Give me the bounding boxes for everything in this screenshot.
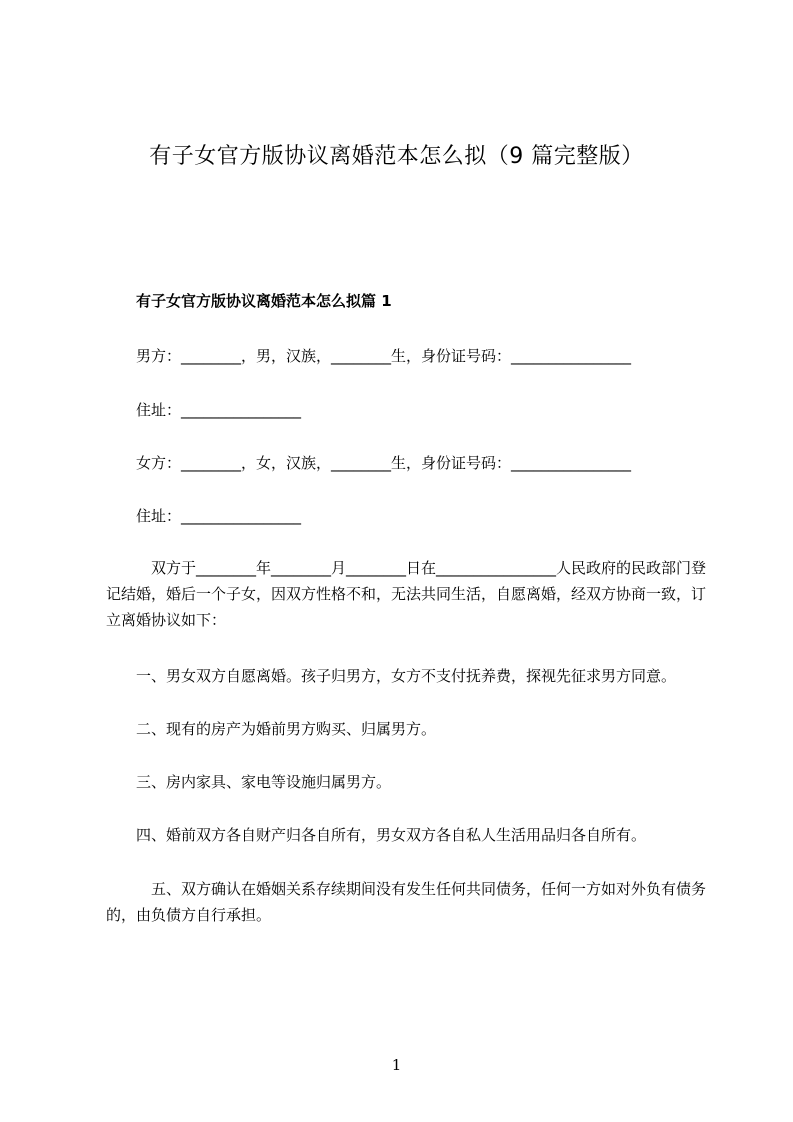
male-address-line: 住址：________________ — [136, 401, 302, 419]
male-party-line: 男方：________，男，汉族，________生，身份证号码：________________ — [136, 347, 632, 365]
clause-5: 五、双方确认在婚姻关系存续期间没有发生任何共同债务，任何一方如对外负有债务的，由负债方自行承担。 — [106, 880, 707, 924]
female-address-line: 住址：________________ — [136, 507, 302, 525]
clause-1: 一、男女双方自愿离婚。孩子归男方，女方不支付抚养费，探视先征求男方同意。 — [136, 667, 677, 685]
section-heading: 有子女官方版协议离婚范本怎么拟篇 1 — [136, 292, 392, 310]
clause-4: 四、婚前双方各自财产归各自所有，男女双方各自私人生活用品归各自所有。 — [136, 826, 647, 844]
clause-3: 三、房内家具、家电等设施归属男方。 — [136, 773, 392, 791]
page-number: 1 — [391, 1056, 402, 1074]
female-party-line: 女方：________，女，汉族，________生，身份证号码：________________ — [136, 454, 632, 472]
intro-paragraph: 双方于________年________月________日在________________人民政府的民政部门登记结婚，婚后一个子女，因双方性格不和，无法共同生活，自愿离婚，经双方协商一致，订立离婚协议如下： — [106, 559, 707, 629]
document-title: 有子女官方版协议离婚范本怎么拟（9 篇完整版） — [149, 144, 644, 169]
clause-2: 二、现有的房产为婚前男方购买、归属男方。 — [136, 720, 437, 738]
